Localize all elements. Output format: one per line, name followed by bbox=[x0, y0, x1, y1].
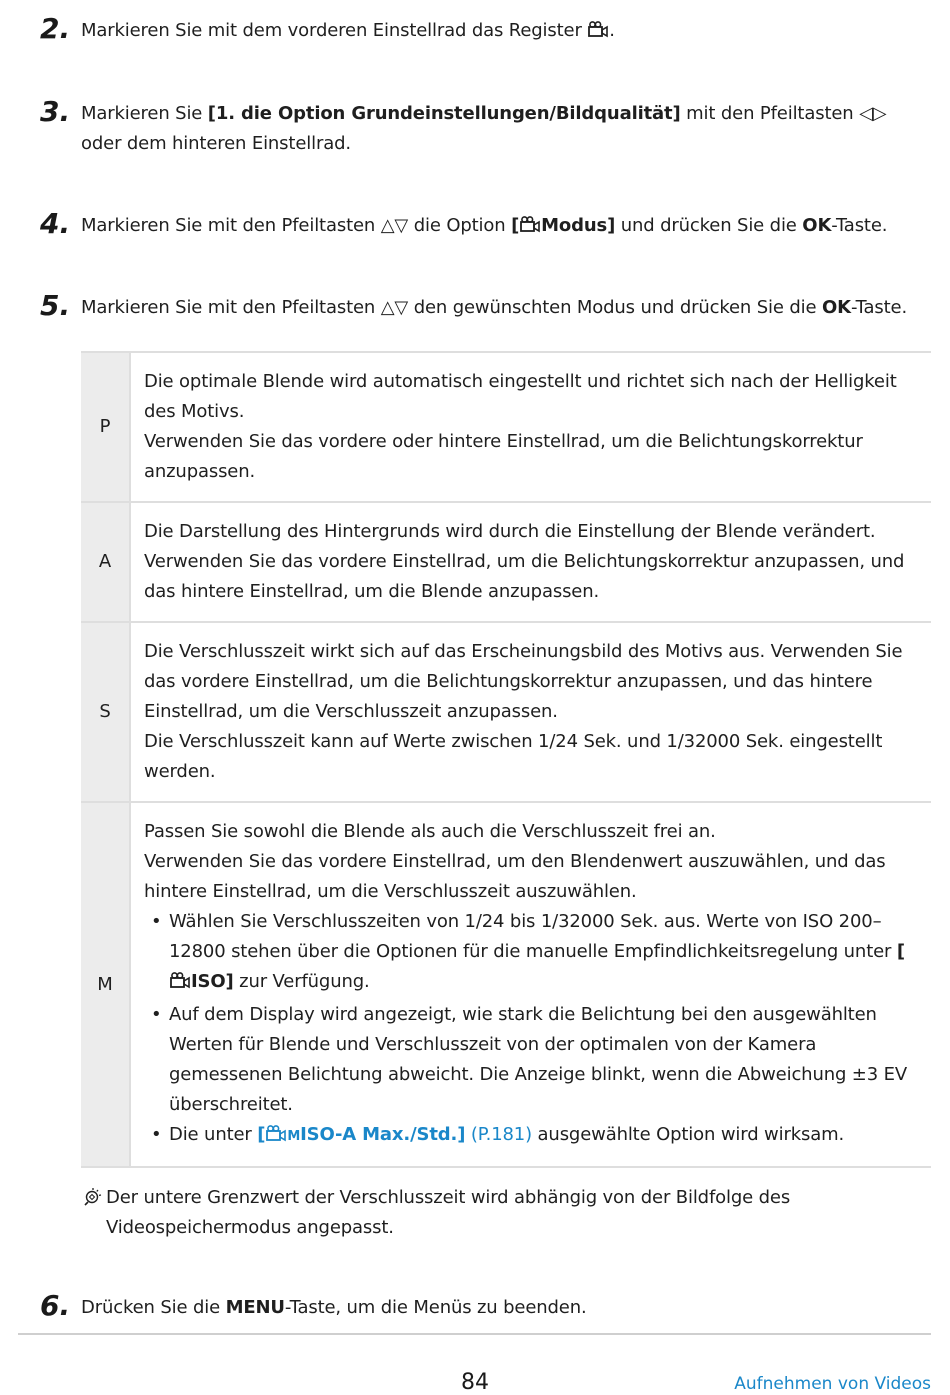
list-item: • Wählen Sie Verschlusszeiten von 1/24 bis 1/32000 Sek. aus. Werte von ISO 200–12800 stehen über die Optionen für die manuelle Empfindlichkeitsregelung unter [ISO] zur Verfügung. bbox=[144, 907, 919, 1000]
step-number: 2. bbox=[40, 12, 71, 45]
step-text: Markieren Sie mit dem vorderen Einstellrad das Register . bbox=[81, 16, 615, 49]
mode-description: Die Verschlusszeit wirkt sich auf das Erscheinungsbild des Motivs aus. Verwenden Sie das vordere Einstellrad, um die Belichtungskorrektur anzupassen, und das hintere Einstellrad, um die Verschlusszeit anzupassen. Die Verschlusszeit kann auf Werte zwischen 1/24 Sek. und 1/32000 Sek. eingestellt werden. bbox=[130, 622, 931, 802]
mode-letter: S bbox=[81, 622, 130, 802]
section-link[interactable]: Aufnehmen von Videos bbox=[734, 1374, 931, 1394]
mode-letter: A bbox=[81, 502, 130, 622]
iso-a-max-link[interactable]: [ MISO-A Max./Std.] bbox=[257, 1124, 465, 1145]
mode-letter: P bbox=[81, 352, 130, 502]
table-row bbox=[81, 352, 931, 502]
movie-camera-icon bbox=[587, 19, 609, 49]
mode-description: Die Darstellung des Hintergrunds wird durch die Einstellung der Blende verändert. Verwenden Sie das vordere Einstellrad, um die Belichtungskorrektur anzupassen, und das hintere Einstellrad, um die Blende anzupassen. bbox=[130, 502, 931, 622]
mode-table bbox=[81, 351, 931, 1168]
step-text: Drücken Sie die MENU-Taste, um die Menüs zu beenden. bbox=[81, 1297, 587, 1318]
step-2 bbox=[40, 12, 930, 49]
list-item: • Die unter [ MISO-A Max./Std.] (P.181) ausgewählte Option wird wirksam. bbox=[144, 1120, 919, 1153]
left-right-arrow-keys-icon: ◁▷ bbox=[859, 103, 887, 124]
step-number: 3. bbox=[40, 95, 71, 128]
table-row bbox=[81, 502, 931, 622]
movie-camera-icon bbox=[265, 1123, 287, 1153]
table-row bbox=[81, 622, 931, 802]
step-5 bbox=[40, 289, 930, 323]
footer-divider bbox=[18, 1333, 931, 1335]
step-text: Markieren Sie mit den Pfeiltasten △▽ die Option [ Modus] und drücken Sie die OK-Taste. bbox=[81, 211, 887, 244]
list-item: • Auf dem Display wird angezeigt, wie stark die Belichtung bei den ausgewählten Werten für Blende und Verschlusszeit von der optimalen von der Kamera gemessenen Belichtung abweicht. Die Anzeige blinkt, wenn die Abweichung ±3 EV überschreitet. bbox=[144, 1000, 919, 1120]
step-number: 6. bbox=[40, 1289, 71, 1322]
note-text: Der untere Grenzwert der Verschlusszeit wird abhängig von der Bildfolge des Videospeichermodus angepasst. bbox=[106, 1187, 791, 1238]
mode-letter: M bbox=[81, 802, 130, 1167]
hint-icon bbox=[82, 1185, 106, 1243]
movie-camera-icon bbox=[519, 214, 541, 244]
hint-note bbox=[82, 1183, 902, 1243]
bullet-list bbox=[144, 907, 919, 1153]
table-row bbox=[81, 802, 931, 1167]
step-text: Markieren Sie mit den Pfeiltasten △▽ den gewünschten Modus und drücken Sie die OK-Taste. bbox=[81, 297, 908, 318]
mode-description: Passen Sie sowohl die Blende als auch die Verschlusszeit frei an. Verwenden Sie das vordere Einstellrad, um den Blendenwert auszuwählen, und das hintere Einstellrad, um die Verschlusszeit auszuwählen. • Wählen Sie Verschlusszeiten von 1/24 bis 1/32000 Sek. aus. Werte von ISO 200–12800 stehen über die Optionen für die manuelle Empfindlichkeitsregelung unter [ISO] zur Verfügung. • Auf dem Display wird angezeigt, wie stark die Belichtung bei den ausgewählten Werten für Blende und Verschlusszeit von der optimalen von der Kamera gemessenen Belichtung abweicht. Die Anzeige blinkt, wenn die Abweichung ±3 EV überschreitet. • Die unter [ MISO-A Max./Std.] (P.181) ausgewählte Option wird wirksam. bbox=[130, 802, 931, 1167]
page-number: 84 bbox=[461, 1370, 489, 1395]
step-text: Markieren Sie [1. die Option Grundeinstellungen/Bildqualität] mit den Pfeiltasten ◁▷ oder dem hinteren Einstellrad. bbox=[81, 103, 887, 154]
up-down-arrow-keys-icon: △▽ bbox=[380, 297, 409, 318]
movie-camera-icon bbox=[169, 970, 191, 1000]
up-down-arrow-keys-icon: △▽ bbox=[380, 215, 409, 236]
step-4 bbox=[40, 207, 930, 244]
step-6 bbox=[40, 1289, 930, 1323]
step-number: 4. bbox=[40, 207, 71, 240]
step-3 bbox=[40, 95, 930, 159]
page-reference-link[interactable]: (P.181) bbox=[465, 1123, 532, 1145]
mode-description: Die optimale Blende wird automatisch eingestellt und richtet sich nach der Helligkeit des Motivs. Verwenden Sie das vordere oder hintere Einstellrad, um die Belichtungskorrektur anzupassen. bbox=[130, 352, 931, 502]
step-number: 5. bbox=[40, 289, 71, 322]
